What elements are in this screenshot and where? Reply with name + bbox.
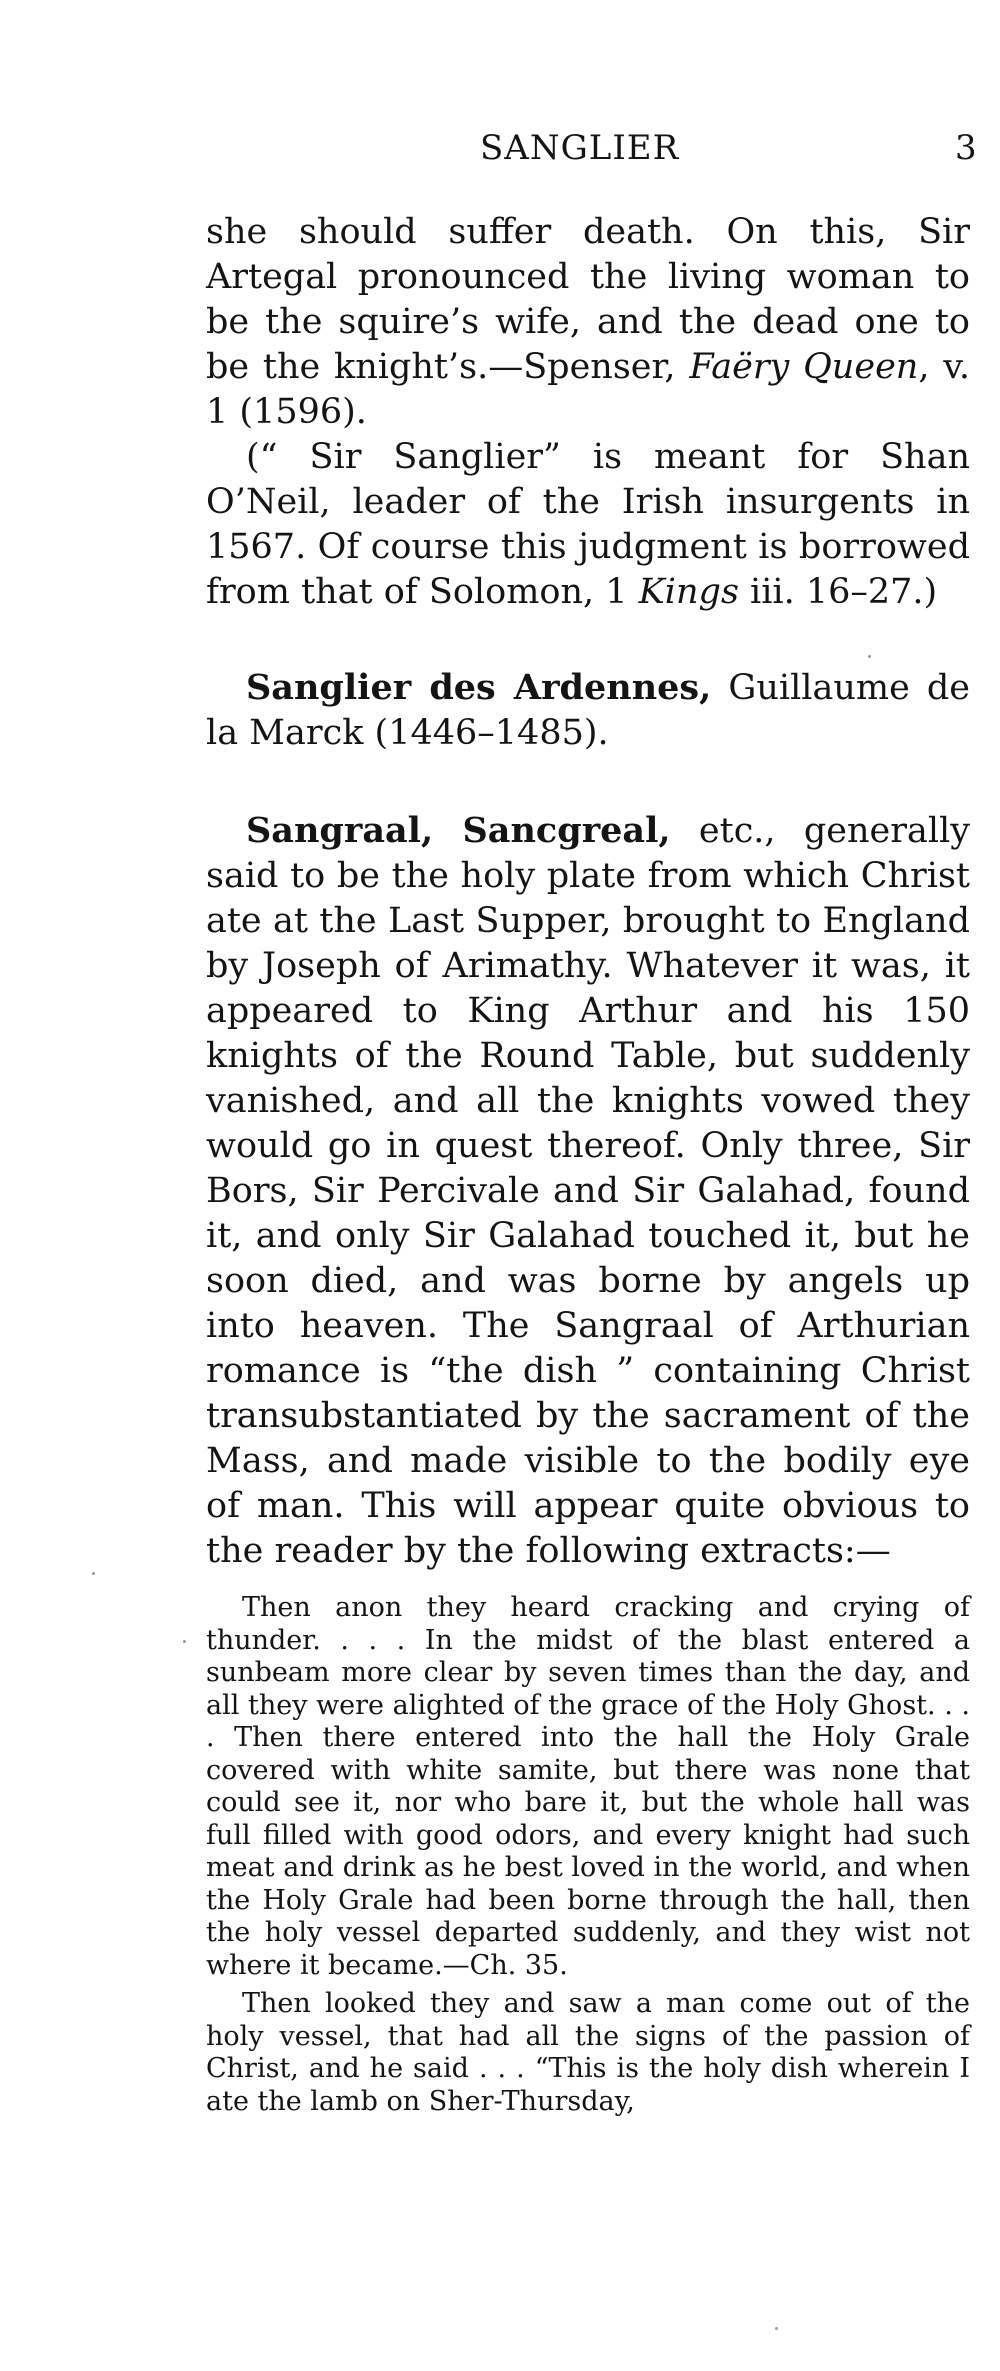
text-run: etc., generally said to be the holy plate from which Christ ate at the Last Supper, brought to England by Joseph of Arimathy. Whatever it was, it appeared to King Arthur and his 150 knights of the Round Table, but suddenly vanished, and all the knights vowed they would go in quest thereof. Only three, Sir Bors, Sir Percivale and Sir Galahad, found it, and only Sir Galahad touched it, but he soon died, and was borne by angels up into heaven. The Sangraal of Arthurian romance is “the dish ” containing Christ transubstantiated by the sacrament of the Mass, and made visible to the bodily eye of man. This will appear quite obvious to the reader by the following extracts:—: [206, 811, 971, 1571]
paragraph-continuation: [206, 210, 970, 435]
text-run: iii. 16–27.): [738, 572, 938, 612]
headword: Sangraal, Sancgreal,: [246, 810, 671, 851]
text-run: , v. 1 (1596).: [206, 347, 970, 432]
paragraph-note: [206, 435, 970, 615]
page-header: [0, 128, 1000, 178]
paper-speck: [868, 655, 871, 658]
text-run: she should suffer death. On this, Sir Artegal pronounced the living woman to be the squire’s wife, and the dead one to be the knight’s.—Spenser,: [206, 212, 970, 387]
text-run: (“ Sir Sanglier” is meant for Shan O’Neil, leader of the Irish insurgents in 1567. Of course this judgment is borrowed from that of Solomon, 1: [206, 437, 970, 612]
paper-speck: [92, 1572, 95, 1575]
running-head: SANGLIER: [480, 128, 680, 168]
quotation-block: Then anon they heard cracking and crying of thunder. . . . In the midst of the blast entered a sunbeam more clear by seven times than the day, and all they were alighted of the grace of the Holy Ghost. . . . Then there entered into the hall the Holy Grale covered with white samite, but there was none that could see it, nor who bare it, but the whole hall was full filled with good odors, and every knight had such meat and drink as he best loved in the world, and when the Holy Grale had been borne through the hall, then the holy vessel departed suddenly, and they wist not where it became.—Ch. 35.: [206, 1592, 970, 1981]
entry-sanglier-des-ardennes: [206, 665, 970, 756]
quotation-block: Then looked they and saw a man come out of the holy vessel, that had all the signs of the passion of Christ, and he said . . . “This is the holy dish wherein I ate the lamb on Sher-Thursday,: [206, 1988, 970, 2117]
text-run: Guillaume de la Marck (1446–1485).: [206, 668, 970, 753]
entry-sangraal: [206, 808, 970, 1574]
paper-speck: [775, 2327, 778, 2330]
italic-title: Kings: [638, 572, 739, 612]
page-number: 3: [955, 128, 977, 168]
italic-title: Faëry Queen: [689, 347, 919, 387]
body-text: [206, 210, 970, 2118]
paper-speck: [183, 1640, 186, 1643]
headword: Sanglier des Ardennes,: [246, 667, 712, 708]
